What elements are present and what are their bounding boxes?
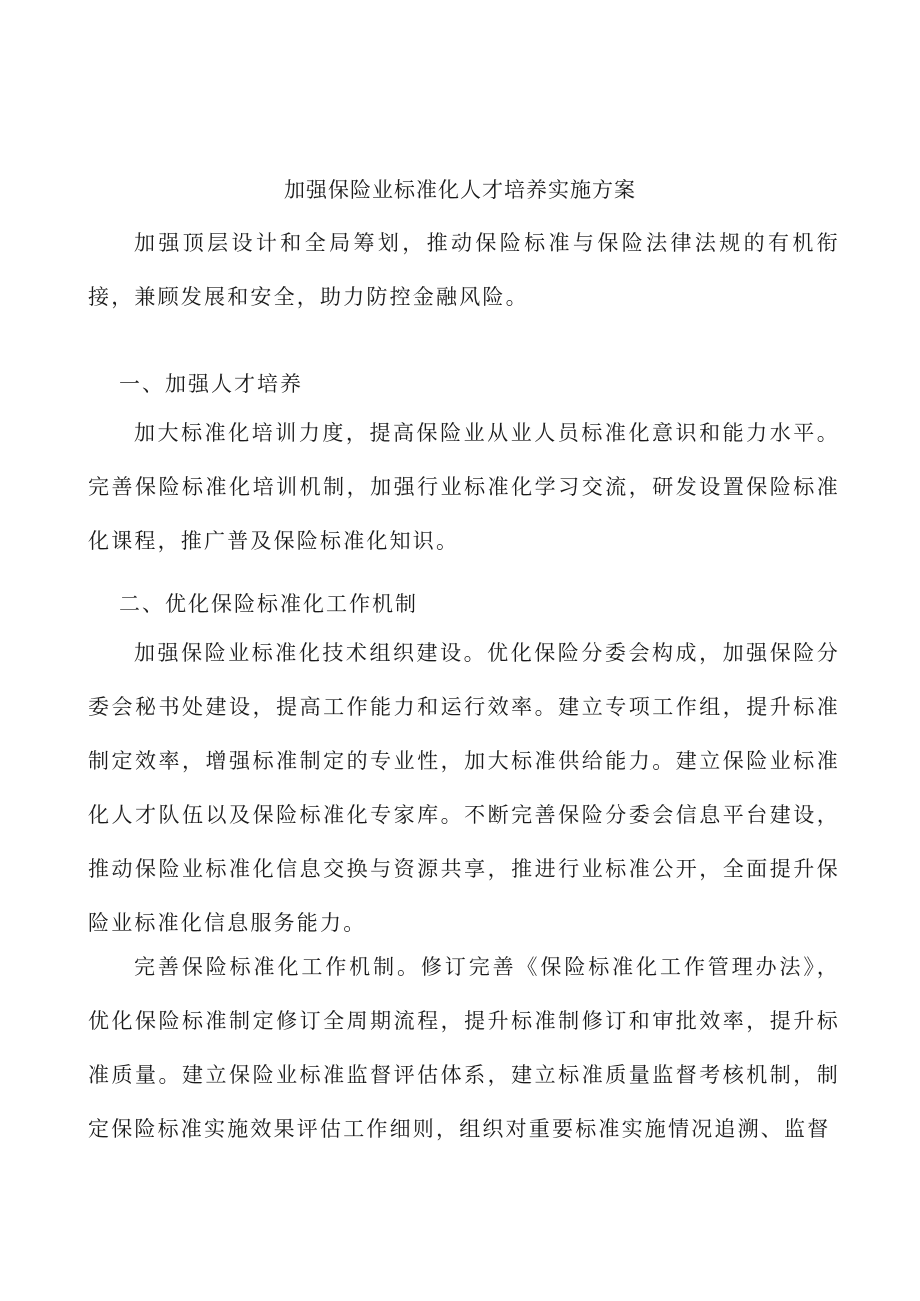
intro-paragraph: 加强顶层设计和全局筹划，推动保险标准与保险法律法规的有机衔接，兼顾发展和安全，助力防控金融风险。 [88, 231, 840, 309]
section-2-heading: 二、优化保险标准化工作机制 [119, 592, 418, 616]
section-2-paragraph-2: 完善保险标准化工作机制。修订完善《保险标准化工作管理办法》，优化保险标准制定修订全周期流程，提升标准制修订和审批效率，提升标准质量。建立保险业标准监督评估体系，建立标准质量监督考核机制，制定保险标准实施效果评估工作细则，组织对重要标准实施情况追溯、监督 [88, 955, 840, 1141]
section-1-paragraph: 加大标准化培训力度，提高保险业从业人员标准化意识和能力水平。完善保险标准化培训机制，加强行业标准化学习交流，研发设置保险标准化课程，推广普及保险标准化知识。 [88, 421, 840, 553]
section-2-paragraph-1: 加强保险业标准化技术组织建设。优化保险分委会构成，加强保险分委会秘书处建设，提高工作能力和运行效率。建立专项工作组，提升标准制定效率，增强标准制定的专业性，加大标准供给能力。建立保险业标准化人才队伍以及保险标准化专家库。不断完善保险分委会信息平台建设，推动保险业标准化信息交换与资源共享，推进行业标准公开，全面提升保险业标准化信息服务能力。 [88, 641, 840, 935]
section-1-heading: 一、加强人才培养 [119, 372, 303, 396]
document-title: 加强保险业标准化人才培养实施方案 [284, 178, 636, 202]
